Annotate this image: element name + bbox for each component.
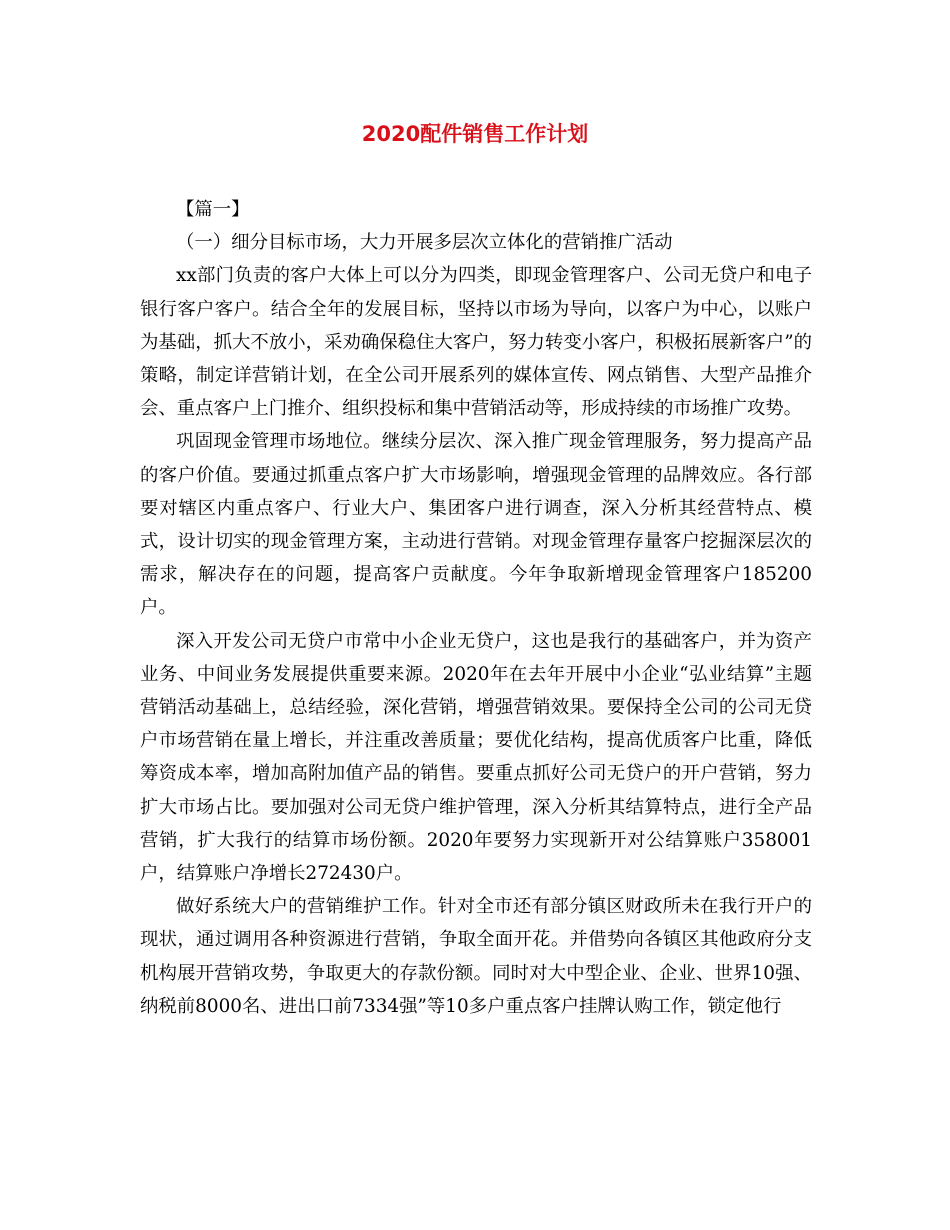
paragraph: 做好系统大户的营销维护工作。针对全市还有部分镇区财政所未在我行开户的现状，通过调用各种资源进行营销，争取全面开花。并借势向各镇区其他政府分支机构展开营销攻势，争取更大的存款份额。同时对大中型企业、企业、世界10强、纳税前8000名、进出口前7334强”等10多户重点客户挂牌认购工作，锁定他行 bbox=[140, 896, 812, 1017]
document-body bbox=[140, 193, 812, 1023]
section-label: 【篇一】 bbox=[176, 199, 250, 220]
paragraph: xx部门负责的客户大体上可以分为四类，即现金管理客户、公司无贷户和电子银行客户客户。结合全年的发展目标，坚持以市场为导向，以客户为中心，以账户为基础，抓大不放小，采劝确保稳住大客户，努力转变小客户，积极拓展新客户”的策略，制定详营销计划，在全公司开展系列的媒体宣传、网点销售、大型产品推介会、重点客户上门推介、组织投标和集中营销活动等，形成持续的市场推广攻势。 bbox=[140, 265, 812, 420]
section-heading: （一）细分目标市场，大力开展多层次立体化的营销推广活动 bbox=[176, 232, 673, 254]
paragraph: 深入开发公司无贷户市常中小企业无贷户，这也是我行的基础客户，并为资产业务、中间业务发展提供重要来源。2020年在去年开展中小企业“弘业结算”主题营销活动基础上，总结经验，深化营销，增强营销效果。要保持全公司的公司无贷户市场营销在量上增长，并注重改善质量；要优化结构，提高优质客户比重，降低筹资成本率，增加高附加值产品的销售。要重点抓好公司无贷户的开户营销，努力扩大市场占比。要加强对公司无贷户维护管理，深入分析其结算特点，进行全产品营销，扩大我行的结算市场份额。2020年要努力实现新开对公结算账户358001户，结算账户净增长272430户。 bbox=[140, 630, 812, 885]
paragraph: 巩固现金管理市场地位。继续分层次、深入推广现金管理服务，努力提高产品的客户价值。要通过抓重点客户扩大市场影响，增强现金管理的品牌效应。各行部要对辖区内重点客户、行业大户、集团客户进行调查，深入分析其经营特点、模式，设计切实的现金管理方案，主动进行营销。对现金管理存量客户挖掘深层次的需求，解决存在的问题，提高客户贡献度。今年争取新增现金管理客户185200户。 bbox=[140, 431, 812, 619]
document-title: 2020配件销售工作计划 bbox=[361, 122, 589, 146]
